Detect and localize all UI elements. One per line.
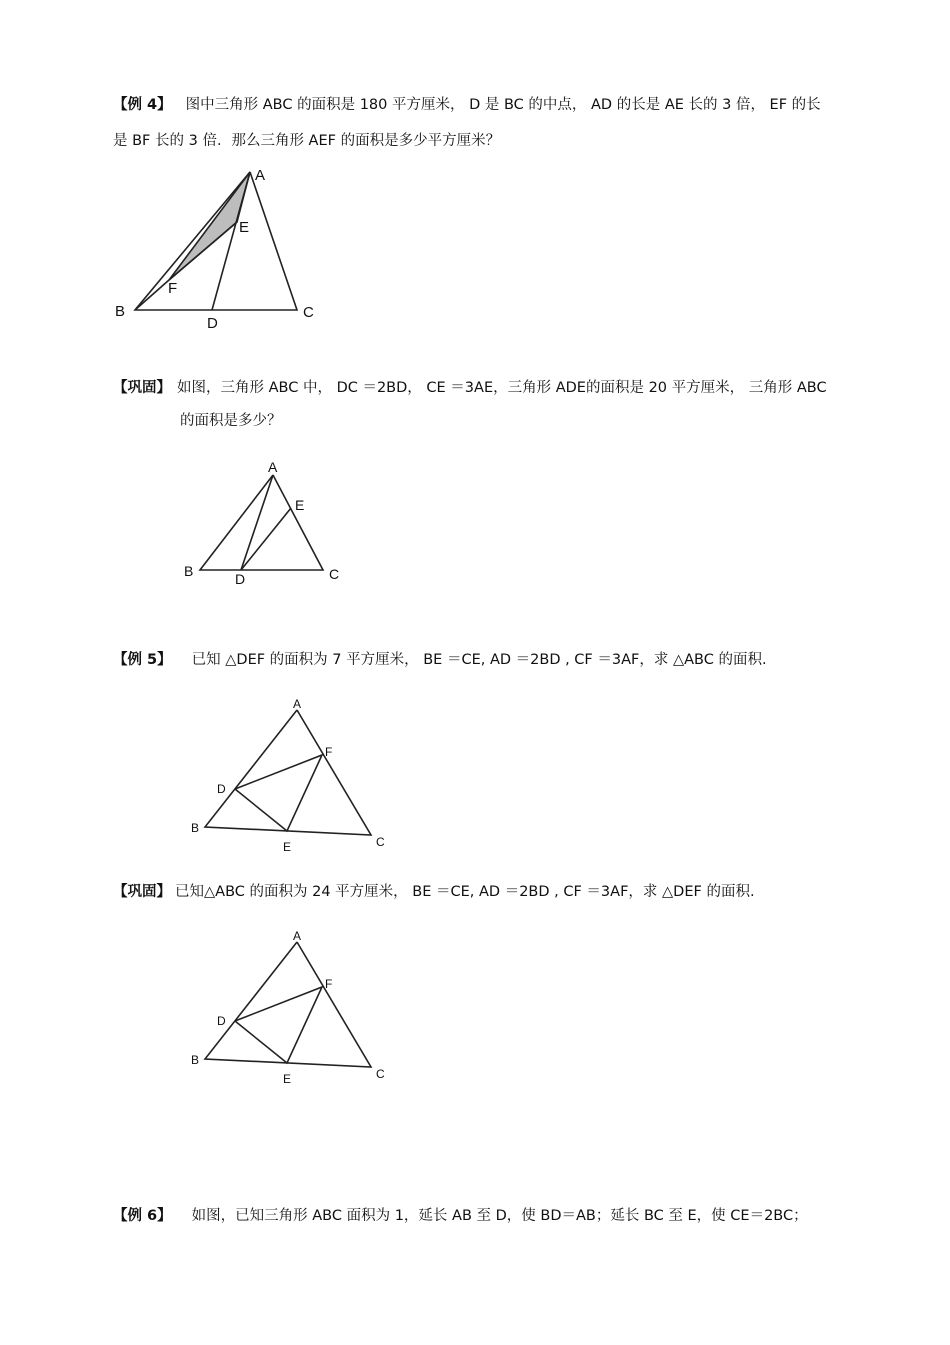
gg2-label-a: A <box>293 929 302 943</box>
gg1-figure <box>175 455 365 595</box>
gg1-label-a: A <box>268 459 278 475</box>
ex5-label-b: B <box>191 821 200 835</box>
ex4-label-b: B <box>115 303 126 320</box>
ex6-text-line1: 如图，已知三角形 ABC 面积为 1，延长 AB 至 D，使 BD＝AB；延长 BC 至 E，使 CE＝2BC； <box>191 1208 808 1224</box>
gg1-line1 <box>113 378 827 398</box>
ex4-label-f: F <box>168 280 178 297</box>
gg1-tag: 【巩固】 <box>113 380 171 396</box>
ex5-figure <box>185 692 395 857</box>
gg2-label-e: E <box>283 1072 292 1086</box>
gg2-text-line1: 已知△ABC 的面积为 24 平方厘米， BE ＝CE, AD ＝2BD , CF ＝3AF，求 △DEF 的面积. <box>175 884 755 900</box>
gg1-triangle-abc <box>200 475 323 570</box>
ex4-line1 <box>113 95 821 115</box>
ex4-label-a: A <box>255 167 266 184</box>
ex4-shaded-triangle-aef <box>169 172 250 280</box>
ex4-label-e: E <box>239 219 250 236</box>
ex4-text-line1: 图中三角形 ABC 的面积是 180 平方厘米， D 是 BC 的中点， AD 的长是 AE 长的 3 倍， EF 的长 <box>185 97 821 113</box>
ex4-label-d: D <box>207 315 218 332</box>
ex4-segment-ad <box>212 172 250 310</box>
ex4-label-c: C <box>303 304 314 321</box>
ex4-figure <box>100 160 340 340</box>
ex5-label-e: E <box>283 840 292 854</box>
ex5-label-c: C <box>376 835 385 849</box>
ex4-segment-bf <box>135 280 169 310</box>
ex5-triangle-abc <box>205 710 371 835</box>
ex5-label-f: F <box>325 745 333 759</box>
gg1-line2: 的面积是多少？ <box>180 413 282 429</box>
ex5-line1 <box>113 650 767 670</box>
ex5-label-d: D <box>217 782 226 796</box>
ex5-triangle-def <box>235 755 322 831</box>
ex5-label-a: A <box>293 697 302 711</box>
gg2-label-c: C <box>376 1067 385 1081</box>
ex5-tag: 【例 5】 <box>113 652 172 668</box>
gg1-segment-ad <box>241 475 273 570</box>
gg2-triangle-abc <box>205 942 371 1067</box>
ex4-segment-fe <box>169 222 237 280</box>
gg2-label-d: D <box>217 1014 226 1028</box>
gg2-label-b: B <box>191 1053 200 1067</box>
gg2-triangle-def <box>235 987 322 1063</box>
gg1-label-d: D <box>235 571 246 587</box>
ex6-line1 <box>113 1206 808 1226</box>
gg2-line1 <box>113 882 755 902</box>
gg1-segment-de <box>241 508 291 570</box>
gg1-text-line1: 如图，三角形 ABC 中， DC ＝2BD， CE ＝3AE，三角形 ADE的面积是 20 平方厘米， 三角形 ABC <box>177 380 827 396</box>
gg1-label-e: E <box>295 497 305 513</box>
ex4-tag: 【例 4】 <box>113 97 172 113</box>
gg2-tag: 【巩固】 <box>113 884 171 900</box>
gg2-label-f: F <box>325 977 333 991</box>
ex5-text-line1: 已知 △DEF 的面积为 7 平方厘米， BE ＝CE, AD ＝2BD , CF ＝3AF，求 △ABC 的面积. <box>191 652 767 668</box>
gg1-label-c: C <box>329 566 340 582</box>
gg1-label-b: B <box>184 563 194 579</box>
ex4-line2: 是 BF 长的 3 倍．那么三角形 AEF 的面积是多少平方厘米？ <box>113 133 501 149</box>
gg2-figure <box>185 924 395 1089</box>
ex6-tag: 【例 6】 <box>113 1208 172 1224</box>
